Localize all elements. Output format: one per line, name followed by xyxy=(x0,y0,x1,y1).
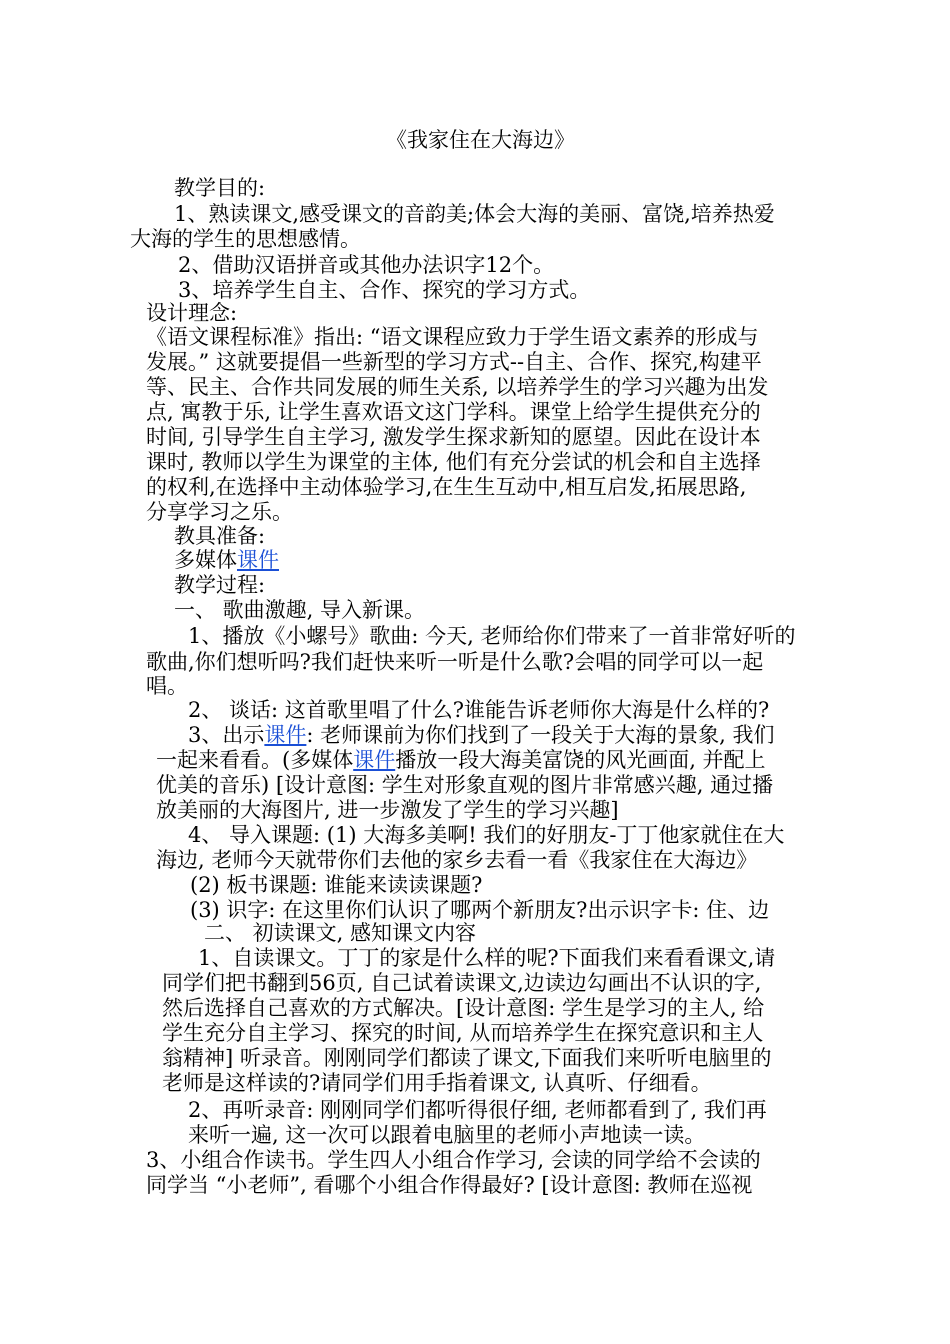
body-line: 然后选择自己喜欢的方式解决。[设计意图: 学生是学习的主人, 给 xyxy=(162,996,765,1020)
body-line: 翁精神] 听录音。刚刚同学们都读了课文,下面我们来听听电脑里的 xyxy=(162,1046,772,1070)
body-line: 同学们把书翻到56页, 自己试着读课文,边读边勾画出不认识的字, xyxy=(162,971,762,995)
courseware-link[interactable]: 课件 xyxy=(237,548,279,572)
courseware-link[interactable]: 课件 xyxy=(353,748,396,772)
body-line: 3、培养学生自主、合作、探究的学习方式。 xyxy=(178,278,591,302)
body-line: 老师是这样读的?请同学们用手指着课文, 认真听、仔细看。 xyxy=(162,1071,712,1095)
body-line: 《语文课程标准》指出: “语文课程应致力于学生语文素养的形成与 xyxy=(146,325,759,349)
body-text: 3、出示 xyxy=(188,723,265,747)
body-line: 一、 歌曲激趣, 导入新课。 xyxy=(174,598,426,622)
body-line: 分享学习之乐。 xyxy=(146,500,293,524)
body-line: (2) 板书课题: 谁能来读读课题? xyxy=(190,873,483,897)
body-line xyxy=(156,748,766,772)
section-heading: 教学过程: xyxy=(174,573,266,597)
body-line: 2、再听录音: 刚刚同学们都听得很仔细, 老师都看到了, 我们再 xyxy=(188,1098,767,1122)
body-line: 二、 初读课文, 感知课文内容 xyxy=(204,921,477,945)
body-line: 发展。” 这就要提倡一些新型的学习方式--自主、合作、探究,构建平 xyxy=(146,350,762,374)
body-line: 歌曲,你们想听吗?我们赶快来听一听是什么歌?会唱的同学可以一起 xyxy=(146,650,764,674)
body-line: 大海的学生的思想感情。 xyxy=(130,227,361,251)
body-text: 一起来看看。(多媒体 xyxy=(156,748,354,772)
body-line: 2、借助汉语拼音或其他办法识字12个。 xyxy=(178,253,555,277)
body-line: 1、播放《小螺号》歌曲: 今天, 老师给你们带来了一首非常好听的 xyxy=(188,624,796,648)
body-line: 学生充分自主学习、探究的时间, 从而培养学生在探究意识和主人 xyxy=(162,1021,764,1045)
body-line: 3、小组合作读书。学生四人小组合作学习, 会读的同学给不会读的 xyxy=(146,1148,761,1172)
body-line: 课时, 教师以学生为课堂的主体, 他们有充分尝试的机会和自主选择 xyxy=(146,450,761,474)
body-line: 1、熟读课文,感受课文的音韵美;体会大海的美丽、富饶,培养热爱 xyxy=(174,202,775,226)
body-line: 时间, 引导学生自主学习, 激发学生探求新知的愿望。因此在设计本 xyxy=(146,425,761,449)
body-line: 放美丽的大海图片, 进一步激发了学生的学习兴趣] xyxy=(156,798,619,822)
body-line: 同学当 “小老师”, 看哪个小组合作得最好? [设计意图: 教师在巡视 xyxy=(146,1173,753,1197)
body-line: 海边, 老师今天就带你们去他的家乡去看一看《我家住在大海边》 xyxy=(156,848,758,872)
body-line: 点, 寓教于乐, 让学生喜欢语文这门学科。课堂上给学生提供充分的 xyxy=(146,400,761,424)
body-line: 唱。 xyxy=(146,674,188,698)
body-line: 1、自读课文。丁丁的家是什么样的呢?下面我们来看看课文,请 xyxy=(198,946,776,970)
body-line: (3) 识字: 在这里你们认识了哪两个新朋友?出示识字卡: 住、边 xyxy=(190,898,770,922)
body-text: 多媒体 xyxy=(174,548,237,572)
section-heading: 教具准备: xyxy=(174,524,266,548)
body-line: 2、 谈话: 这首歌里唱了什么?谁能告诉老师你大海是什么样的? xyxy=(188,698,770,722)
body-text: 播放一段大海美富饶的风光画面, 并配上 xyxy=(395,748,766,772)
courseware-link[interactable]: 课件 xyxy=(264,723,307,747)
document-title: 《我家住在大海边》 xyxy=(386,128,575,152)
body-line: 优美的音乐) [设计意图: 学生对形象直观的图片非常感兴趣, 通过播 xyxy=(156,773,774,797)
body-line xyxy=(174,548,279,572)
body-line: 4、 导入课题: (1) 大海多美啊! 我们的好朋友-丁丁他家就住在大 xyxy=(188,823,785,847)
section-heading: 设计理念: xyxy=(146,301,238,325)
body-line xyxy=(188,723,774,747)
body-line: 等、民主、合作共同发展的师生关系, 以培养学生的学习兴趣为出发 xyxy=(146,375,769,399)
body-line: 的权利,在选择中主动体验学习,在生生互动中,相互启发,拓展思路, xyxy=(146,475,747,499)
body-line: 来听一遍, 这一次可以跟着电脑里的老师小声地读一读。 xyxy=(188,1123,706,1147)
section-heading: 教学目的: xyxy=(174,176,266,200)
body-text: : 老师课前为你们找到了一段关于大海的景象, 我们 xyxy=(306,723,775,747)
